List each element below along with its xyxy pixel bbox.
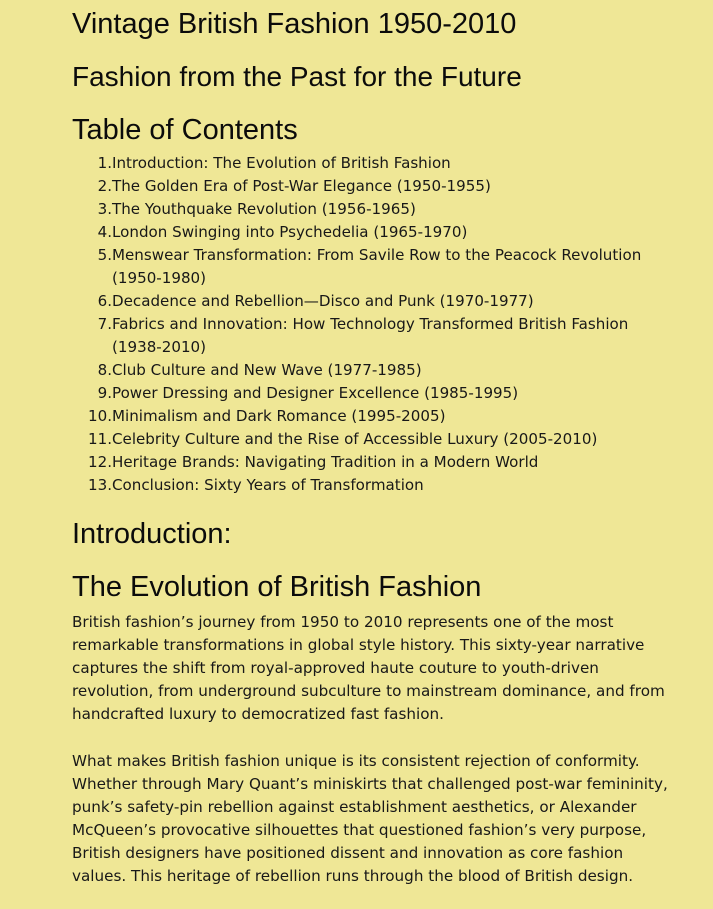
- toc-link[interactable]: Power Dressing and Designer Excellence (1985-1995): [112, 384, 519, 402]
- toc-number: 7.: [97, 315, 112, 333]
- toc-number: 4.: [97, 223, 112, 241]
- toc-number: 1.: [97, 154, 112, 172]
- table-of-contents-heading: Table of Contents: [72, 114, 298, 146]
- toc-link[interactable]: The Golden Era of Post-War Elegance (1950-1955): [112, 177, 491, 195]
- toc-link[interactable]: Celebrity Culture and the Rise of Accessible Luxury (2005-2010): [112, 430, 598, 448]
- toc-item: [72, 405, 701, 428]
- toc-number: 9.: [97, 384, 112, 402]
- toc-number: 12.: [87, 453, 112, 471]
- introduction-paragraph: What makes British fashion unique is its consistent rejection of conformity. Whether through Mary Quant’s miniskirts that challenged post-war femininity, punk’s safety-pin rebellion against establishment aesthetics, or Alexander McQueen’s provocative silhouettes that questioned fashion’s very purpose, British designers have positioned dissent and innovation as core fashion values. This heritage of rebellion runs through the blood of British design.: [72, 752, 668, 885]
- toc-item: [72, 175, 701, 198]
- toc-link[interactable]: Conclusion: Sixty Years of Transformation: [112, 476, 424, 494]
- toc-item: [72, 428, 701, 451]
- introduction-heading: Introduction:: [72, 518, 232, 550]
- toc-link[interactable]: Decadence and Rebellion—Disco and Punk (1970-1977): [112, 292, 534, 310]
- document-title: Vintage British Fashion 1950-2010: [72, 8, 517, 40]
- toc-number: 11.: [87, 430, 112, 448]
- toc-item: [72, 152, 701, 175]
- toc-link[interactable]: Club Culture and New Wave (1977-1985): [112, 361, 422, 379]
- toc-number: 8.: [97, 361, 112, 379]
- toc-item: [72, 198, 701, 221]
- toc-item: [72, 382, 701, 405]
- toc-number: 2.: [97, 177, 112, 195]
- toc-item: [72, 221, 701, 244]
- toc-number: 10.: [87, 407, 112, 425]
- introduction-subheading: The Evolution of British Fashion: [72, 571, 482, 603]
- toc-item: [72, 359, 701, 382]
- toc-item: [72, 313, 701, 359]
- document-subtitle: Fashion from the Past for the Future: [72, 61, 522, 92]
- introduction-paragraph: British fashion’s journey from 1950 to 2010 represents one of the most remarkable transformations in global style history. This sixty-year narrative captures the shift from royal-approved haute couture to youth-driven revolution, from underground subculture to mainstream dominance, and from handcrafted luxury to democratized fast fashion.: [72, 613, 665, 723]
- toc-number: 5.: [97, 246, 112, 264]
- toc-number: 6.: [97, 292, 112, 310]
- table-of-contents: [72, 152, 701, 497]
- toc-link[interactable]: Heritage Brands: Navigating Tradition in a Modern World: [112, 453, 539, 471]
- toc-link[interactable]: Minimalism and Dark Romance (1995-2005): [112, 407, 446, 425]
- toc-item: [72, 290, 701, 313]
- toc-link[interactable]: London Swinging into Psychedelia (1965-1970): [112, 223, 468, 241]
- toc-number: 3.: [97, 200, 112, 218]
- toc-link[interactable]: Menswear Transformation: From Savile Row to the Peacock Revolution (1950-1980): [112, 246, 642, 287]
- toc-link[interactable]: The Youthquake Revolution (1956-1965): [112, 200, 416, 218]
- toc-item: [72, 244, 701, 290]
- toc-item: [72, 474, 701, 497]
- toc-number: 13.: [87, 476, 112, 494]
- toc-link[interactable]: Introduction: The Evolution of British Fashion: [112, 154, 451, 172]
- toc-link[interactable]: Fabrics and Innovation: How Technology Transformed British Fashion (1938-2010): [112, 315, 629, 356]
- toc-item: [72, 451, 701, 474]
